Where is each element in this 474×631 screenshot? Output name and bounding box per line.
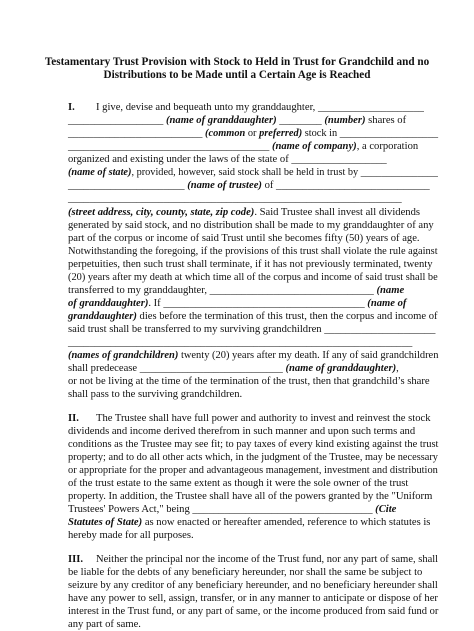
text: shares of [365, 115, 407, 126]
s2-line-6: of the trust estate to the same extent as though it were the sole owner of the trust [68, 478, 409, 489]
section-2-numeral: II. [68, 413, 79, 424]
placeholder-number: (number) [324, 115, 366, 126]
s3-line-3: seizure by any creditor of any beneficiary hereunder, and no beneficiary hereunder shall [68, 580, 438, 591]
text: , a corporation [356, 141, 419, 152]
blank: __________________ [68, 115, 166, 126]
s1-line-19: _________________________________________________________________ [68, 337, 413, 348]
text: . If ______________________________________ [148, 298, 368, 309]
placeholder-name: (name [376, 285, 405, 296]
s1-line-09 [68, 206, 420, 219]
placeholder-address: (street address, city, county, state, zip code) [68, 207, 255, 218]
s1-line-01: I give, devise and bequeath unto my granddaughter, ____________________ [96, 102, 424, 113]
placeholder-granddaughter: granddaughter) [68, 311, 137, 322]
s3-line-4: have any power to sell, assign, transfer, or in any manner to anticipate or dispose of her [68, 593, 438, 604]
placeholder-preferred: preferred) [259, 128, 303, 139]
placeholder-statutes: Statutes of State) [68, 517, 143, 528]
s2-line-4: property; and to do all other acts which, in the judgment of the Trustee, may be necessary [68, 452, 438, 463]
text: . Said Trustee shall invest all dividends [254, 207, 421, 218]
blank: ______________________________________ [68, 141, 272, 152]
s2-line-10: hereby made for all purposes. [68, 530, 194, 541]
s1-line-17 [68, 310, 438, 323]
placeholder-trustee: (name of trustee) [187, 180, 262, 191]
s1-line-06 [68, 166, 438, 179]
placeholder-granddaughter: (name of granddaughter) [285, 363, 397, 374]
s1-line-07 [68, 179, 430, 192]
blank: ________ [276, 115, 325, 126]
s2-line-8 [68, 503, 396, 516]
placeholder-state: (name of state) [68, 167, 132, 178]
s1-line-22: or not be living at the time of the termination of the trust, then that grandchild’s share [68, 376, 430, 387]
placeholder-granddaughter: of granddaughter) [68, 298, 149, 309]
s3-line-6: any part of same. [68, 619, 141, 630]
text: of _____________________________ [261, 180, 430, 191]
s1-line-20 [68, 349, 438, 362]
s1-line-12: Notwithstanding the foregoing, if the provisions of this trust shall violate the rule against [68, 246, 438, 257]
placeholder-granddaughter: (name of granddaughter) [166, 115, 277, 126]
title-line-1: Testamentary Trust Provision with Stock to Held in Trust for Grandchild and no [44, 56, 430, 68]
s1-line-03 [68, 127, 438, 140]
placeholder-cite: (Cite [375, 504, 397, 515]
s2-line-2: dividends and income derived therefrom in such manner and upon such terms and [68, 426, 416, 437]
placeholder-grandchildren: (names of grandchildren) [68, 350, 179, 361]
text: , provided, however, said stock shall be held in trust by _______________ [131, 167, 438, 178]
s3-line-1: Neither the principal nor the income of the Trust fund, nor any part of same, shall [96, 554, 439, 565]
text: , [396, 363, 399, 374]
s2-line-1: The Trustee shall have full power and authority to invest and reinvest the stock [96, 413, 431, 424]
placeholder-name-of: (name of [367, 298, 407, 309]
s2-line-7: property. In addition, the Trustee shall have all of the powers granted by the "Uniform [68, 491, 433, 502]
s1-line-21 [68, 362, 399, 375]
s1-line-02 [68, 114, 406, 127]
text: as now enacted or hereafter amended, reference to which statutes is [142, 517, 431, 528]
s1-line-18: said trust shall be transferred to my surviving grandchildren _____________________ [68, 324, 436, 335]
text: twenty (20) years after my death. If any of said grandchildren [178, 350, 439, 361]
s1-line-04 [68, 140, 418, 153]
s3-line-2: be liable for the debts of any beneficiary hereunder, nor shall the same be subject to [68, 567, 423, 578]
placeholder-company: (name of company) [271, 141, 357, 152]
s1-line-08: _______________________________________________________________ [68, 193, 402, 204]
blank: __________________________ [68, 128, 206, 139]
s1-line-13: perpetuities, then such trust shall terminate, if it has not previously terminated, twenty [68, 259, 433, 270]
s1-line-11: part of the corpus or income of said Trust until she becomes fifty (50) years of age. [68, 233, 420, 244]
document-title [40, 56, 434, 82]
s2-line-9 [68, 516, 430, 529]
title-line-2: Distributions to be Made until a Certain Age is Reached [103, 69, 371, 81]
s1-line-15 [68, 284, 404, 297]
text: stock in ___________________ [302, 128, 439, 139]
placeholder-common: (common [205, 128, 246, 139]
text: dies before the termination of this trust, then the corpus and income of [136, 311, 438, 322]
s2-line-3: conditions as the Trustee may see fit; to pay taxes of every kind existing against the trust [68, 439, 439, 450]
section-3-numeral: III. [68, 554, 84, 565]
s1-line-23: shall pass to the surviving grandchildren. [68, 389, 243, 400]
text: or [245, 128, 260, 139]
blank: ______________________ [68, 180, 188, 191]
s1-line-16 [68, 297, 406, 310]
text: Trustees' Powers Act," being __________________________________ [68, 504, 376, 515]
s1-line-10: generated by said stock, and no distribution shall be made to my granddaughter of any [68, 220, 434, 231]
s2-line-5: or appropriate for the proper and advantageous management, investment and distribution [68, 465, 438, 476]
s1-line-14: (20) years after my death at which time all of the corpus and income of said trust shall be [68, 272, 438, 283]
s1-line-05: organized and existing under the laws of the state of __________________ [68, 154, 387, 165]
s3-line-5: interest in the Trust fund, or any part of same, or the income produced from said fund or [68, 606, 439, 617]
text: transferred to my granddaughter, _______________________________ [68, 285, 377, 296]
text: shall predecease ___________________________ [68, 363, 286, 374]
section-1-numeral: I. [68, 102, 75, 113]
